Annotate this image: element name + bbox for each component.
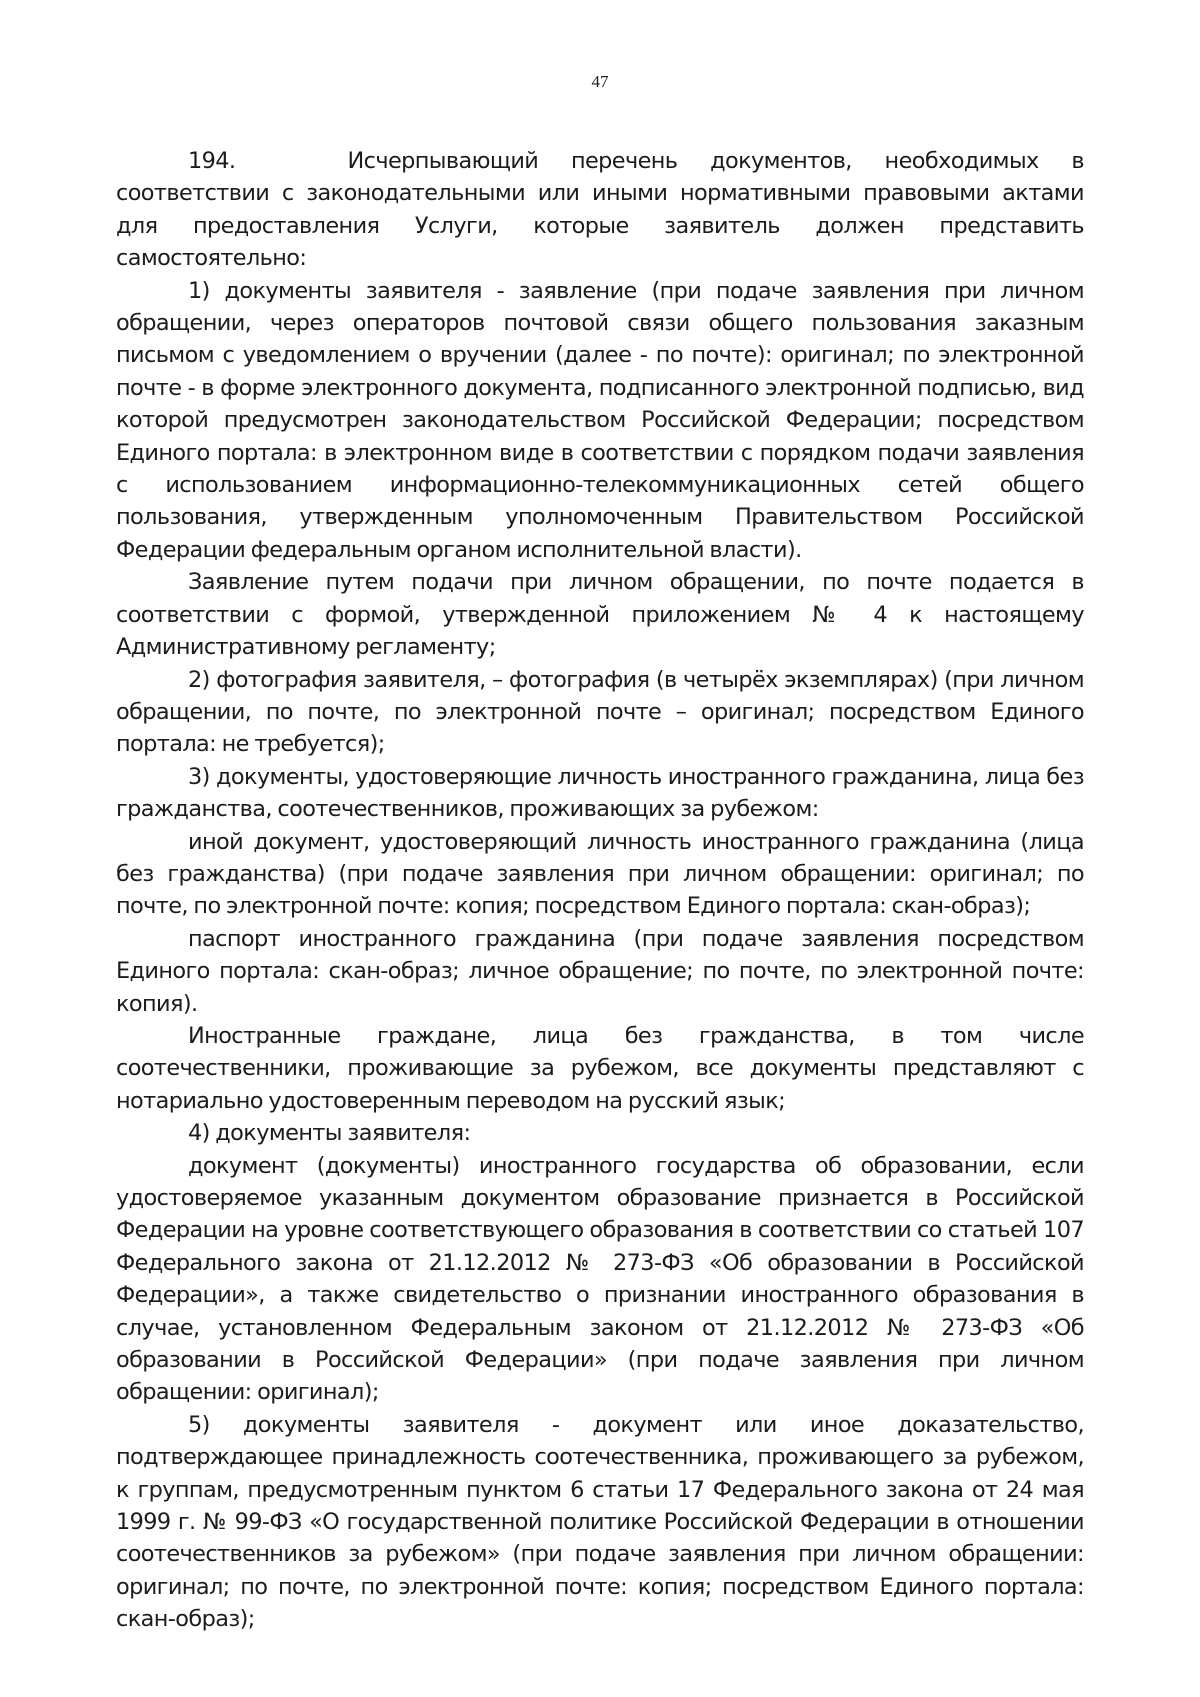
document-body [116, 145, 1084, 1636]
paragraph-item-5: 5) документы заявителя - документ или иное доказательство, подтверждающее принадлежность соотечественника, проживающего за рубежом, к группам, предусмотренным пунктом 6 статьи 17 Федерального закона от 24 мая 1999 г. № 99-ФЗ «О государственной политике Российской Федерации в отношении соотечественников за рубежом» (при подаче заявления при личном обращении: оригинал; по почте, по электронной почте: копия; посредством Единого портала: скан-образ); [116, 1411, 1084, 1633]
paragraph-number: 194. [188, 148, 236, 174]
paragraph-foreign-passport: паспорт иностранного гражданина (при подаче заявления посредством Единого портала: скан-образ; личное обращение; по почте, по электронной почте: копия). [116, 925, 1084, 1017]
paragraph-education-document: документ (документы) иностранного государства об образовании, если удостоверяемое указанным документом образование признается в Российской Федерации на уровне соответствующего образования в соответствии со статьей 107 Федерального закона от 21.12.2012 № 273-ФЗ «Об образовании в Российской Федерации», а также свидетельство о признании иностранного образования в случае, установленном Федеральным законом от 21.12.2012 № 273-ФЗ «Об образовании в Российской Федерации» (при подаче заявления при личном обращении: оригинал); [116, 1152, 1084, 1406]
paragraph-item-1: 1) документы заявителя - заявление (при подаче заявления при личном обращении, через операторов почтовой связи общего пользования заказным письмом с уведомлением о вручении (далее - по почте): оригинал; по электронной почте - в форме электронного документа, подписанного электронной подписью, вид которой предусмотрен законодательством Российской Федерации; посредством Единого портала: в электронном виде в соответствии с порядком подачи заявления с использованием информационно-телекоммуникационных сетей общего пользования, утвержденным уполномоченным Правительством Российской Федерации федеральным органом исполнительной власти). [116, 277, 1084, 563]
paragraph-application-form: Заявление путем подачи при личном обращении, по почте подается в соответствии с формой, утвержденной приложением № 4 к настоящему Административному регламенту; [116, 569, 1084, 661]
page-number: 47 [591, 72, 609, 91]
paragraph-text: Исчерпывающий перечень документов, необходимых в соответствии с законодательными или иными нормативными правовыми актами для предоставления Услуги, которые заявитель должен представить самостоятельно: [116, 148, 1084, 272]
paragraph-194 [116, 145, 1084, 275]
paragraph-item-2: 2) фотография заявителя, – фотография (в четырёх экземплярах) (при личном обращении, по почте, по электронной почте – оригинал; посредством Единого портала: не требуется); [116, 666, 1084, 758]
paragraph-other-id-document: иной документ, удостоверяющий личность иностранного гражданина (лица без гражданства) (при подаче заявления при личном обращении: оригинал; по почте, по электронной почте: копия; посредством Единого портала: скан-образ); [116, 828, 1084, 920]
paragraph-item-4: 4) документы заявителя: [188, 1120, 471, 1147]
paragraph-item-3: 3) документы, удостоверяющие личность иностранного гражданина, лица без гражданства, соотечественников, проживающих за рубежом: [116, 763, 1084, 823]
paragraph-translation-note: Иностранные граждане, лица без гражданства, в том числе соотечественники, проживающие за рубежом, все документы представляют с нотариально удостоверенным переводом на русский язык; [116, 1022, 1084, 1114]
